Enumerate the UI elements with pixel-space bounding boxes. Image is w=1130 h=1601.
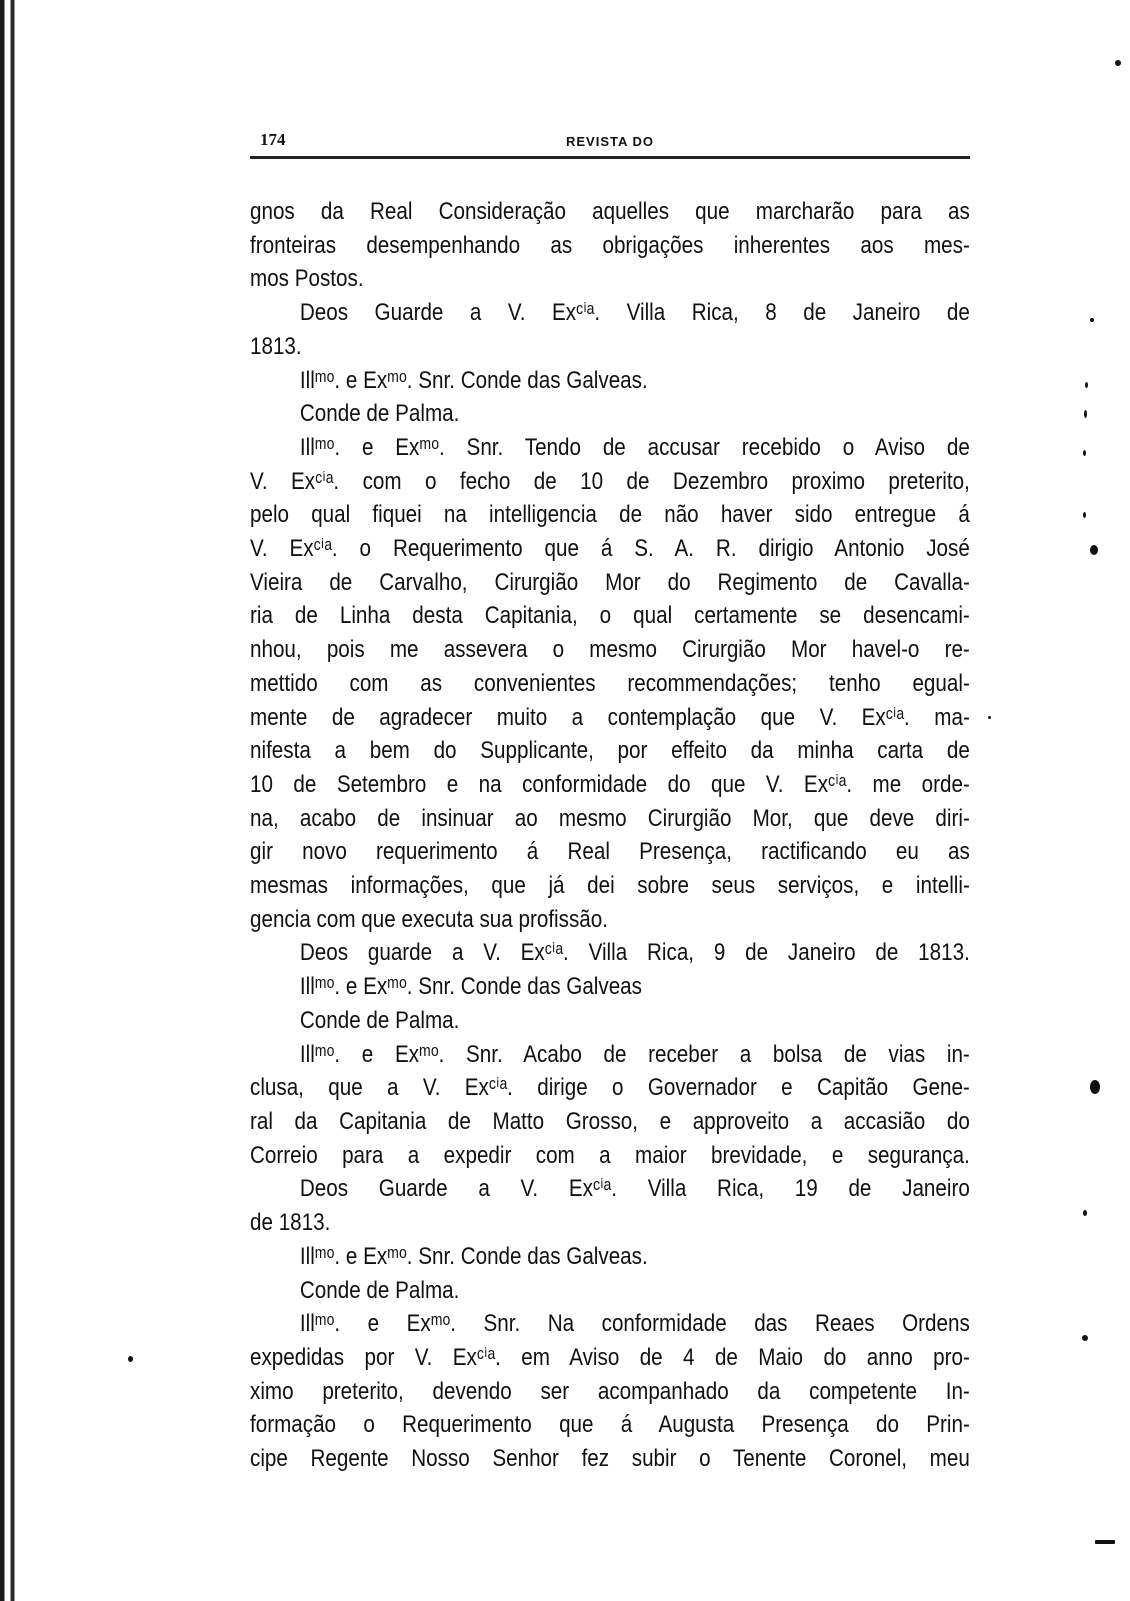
text-line: 1813. [250,332,302,360]
body-text [250,195,970,1476]
text-line: gir novo requerimento á Real Presença, ractificando eu as [250,838,970,866]
scan-speck [1090,1080,1100,1094]
text-line: Vieira de Carvalho, Cirurgião Mor do Regimento de Cavalla- [250,568,970,596]
text-line: gnos da Real Consideração aquelles que marcharão para as [250,198,970,225]
text-line: mesmas informações, que já dei sobre seus serviços, e intelli- [250,872,970,900]
scan-speck [988,716,991,719]
scan-speck [1084,410,1087,418]
scan-speck [128,1356,133,1362]
text-line: Conde de Palma. [299,400,460,428]
scan-speck [1085,382,1088,388]
scan-speck [1083,1210,1087,1216]
text-line: nhou, pois me assevera o mesmo Cirurgião Mor havel-o re- [250,636,970,664]
text-line: Illᵐᵒ. e Exᵐᵒ. Snr. Conde das Galveas [299,973,642,1001]
text-line: pelo qual fiquei na intelligencia de não haver sido entregue á [250,501,970,529]
scan-speck [1115,60,1121,66]
text-line: Deos Guarde a V. Exᶜⁱᵃ. Villa Rica, 19 de Janeiro [299,1175,970,1203]
text-line: V. Exᶜⁱᵃ. o Requerimento que á S. A. R. dirigio Antonio José [250,535,970,563]
text-line: mos Postos. [250,265,364,293]
text-line: gencia com que executa sua profissão. [250,905,608,933]
text-line: clusa, que a V. Exᶜⁱᵃ. dirige o Governador e Capitão Gene- [250,1074,970,1102]
text-line: ral da Capitania de Matto Grosso, e approveito a accasião do [250,1107,970,1135]
text-line: ximo preterito, devendo ser acompanhado da competente In- [250,1377,970,1405]
scan-speck [1090,318,1094,322]
text-line: Conde de Palma. [299,1276,460,1304]
text-line: nifesta a bem do Supplicante, por effeito da minha carta de [250,737,970,765]
text-line: Illᵐᵒ. e Exᵐᵒ. Snr. Conde das Galveas. [299,1242,648,1270]
text-line: Deos guarde a V. Exᶜⁱᵃ. Villa Rica, 9 de Janeiro de 1813. [299,939,970,967]
text-line: Conde de Palma. [299,1006,460,1034]
text-line: Illᵐᵒ. e Exᵐᵒ. Snr. Acabo de receber a bolsa de vias in- [299,1040,970,1068]
text-line: expedidas por V. Exᶜⁱᵃ. em Aviso de 4 de Maio do anno pro- [250,1343,970,1371]
scan-speck [1082,1335,1088,1341]
scan-binding-edge [0,0,30,1601]
text-line: ria de Linha desta Capitania, o qual certamente se desencami- [250,602,970,630]
text-line: formação o Requerimento que á Augusta Presença do Prin- [250,1411,970,1439]
text-line: Illᵐᵒ. e Exᵐᵒ. Snr. Tendo de accusar recebido o Aviso de [299,433,970,461]
text-line: fronteiras desempenhando as obrigações inherentes aos mes- [250,231,970,259]
document-page [250,120,970,1476]
text-line: mettido com as convenientes recommendações; tenho egual- [250,669,970,697]
text-line: Illᵐᵒ. e Exᵐᵒ. Snr. Na conformidade das Reaes Ordens [299,1310,970,1338]
text-line: Illᵐᵒ. e Exᵐᵒ. Snr. Conde das Galveas. [299,366,648,394]
running-head: REVISTA DO [565,134,654,149]
text-line: mente de agradecer muito a contemplação que V. Exᶜⁱᵃ. ma- [250,703,970,731]
text-line: de 1813. [250,1209,331,1237]
scan-speck [1083,450,1086,456]
scan-speck [1095,1540,1115,1544]
text-line: Deos Guarde a V. Exᶜⁱᵃ. Villa Rica, 8 de Janeiro de [299,299,970,327]
page-header [250,120,970,159]
text-line: cipe Regente Nosso Senhor fez subir o Tenente Coronel, meu [250,1445,970,1473]
text-line: Correio para a expedir com a maior brevidade, e segurança. [250,1141,970,1169]
text-line: 10 de Setembro e na conformidade do que V. Exᶜⁱᵃ. me orde- [250,770,970,798]
page-number: 174 [260,130,286,149]
scan-speck [1083,512,1086,518]
text-line: V. Exᶜⁱᵃ. com o fecho de 10 de Dezembro proximo preterito, [250,467,970,495]
text-line: na, acabo de insinuar ao mesmo Cirurgião Mor, que deve diri- [250,804,970,832]
scan-speck [1090,545,1098,555]
